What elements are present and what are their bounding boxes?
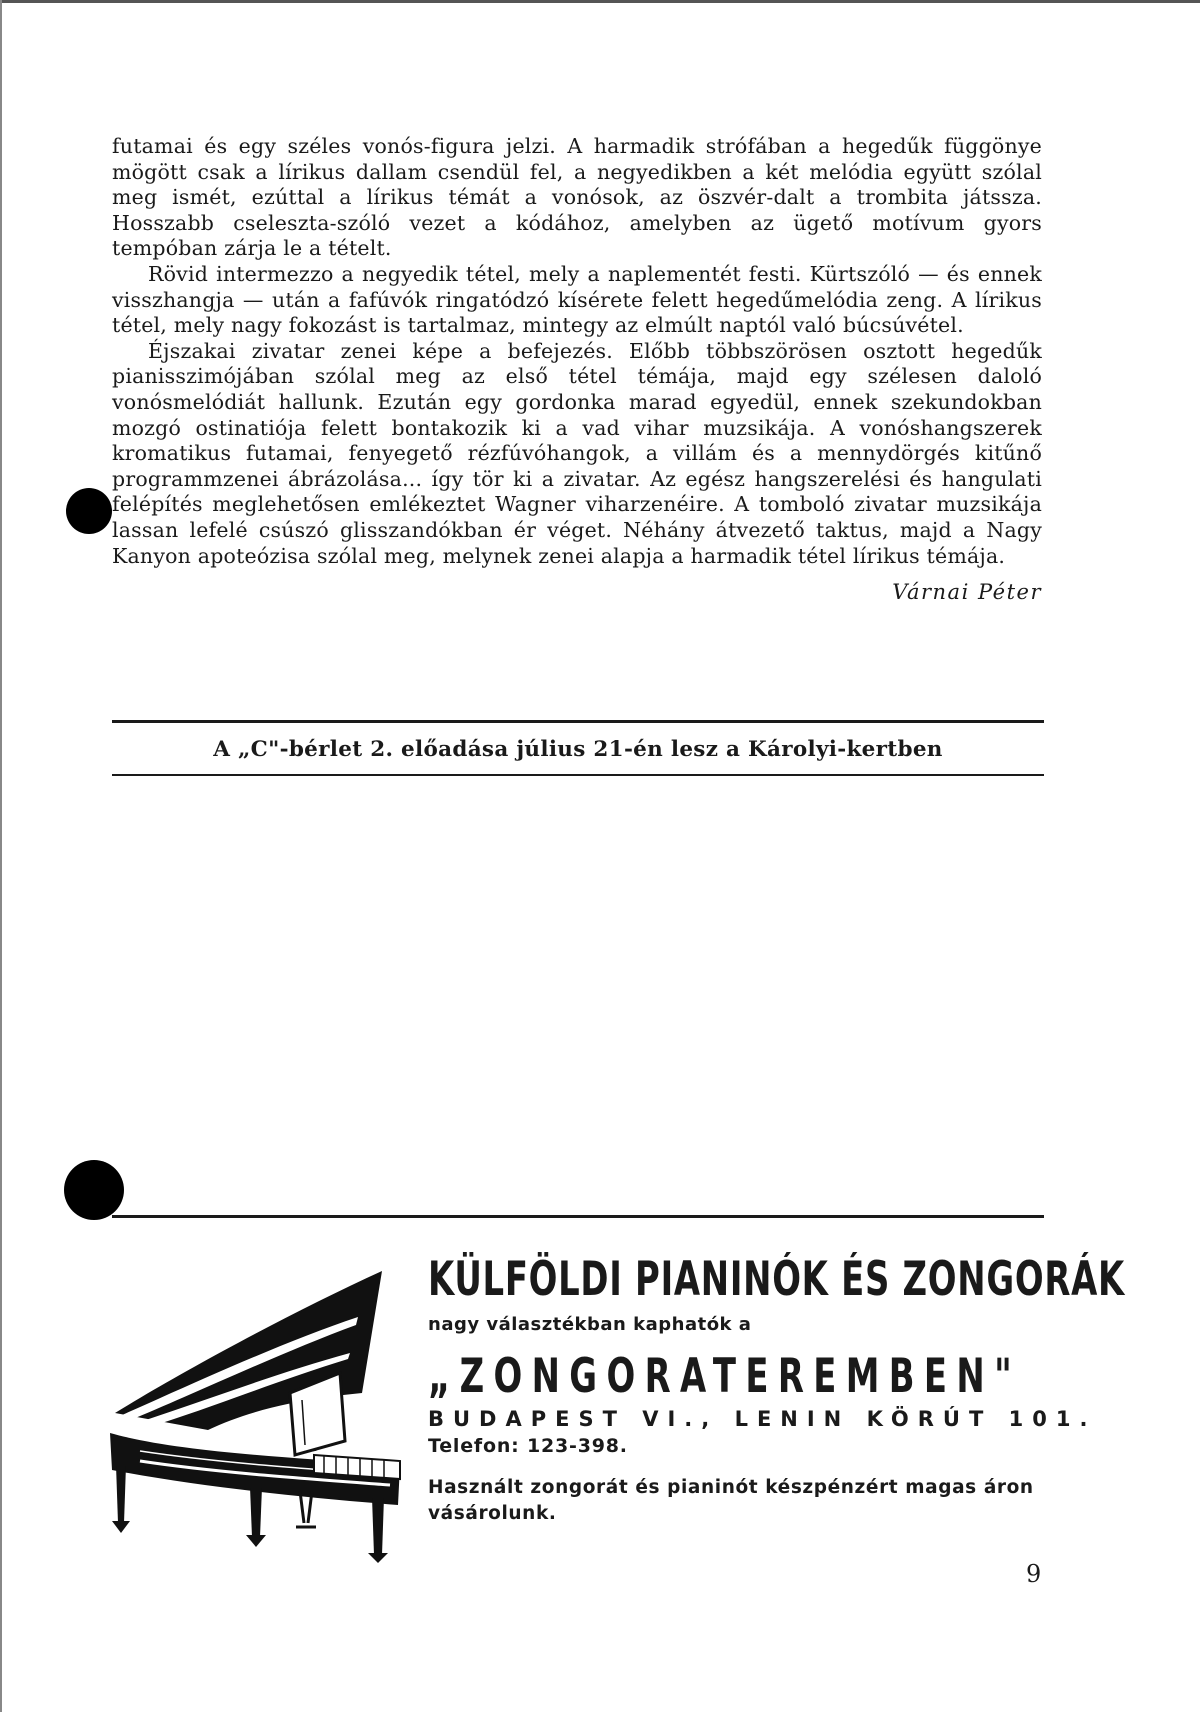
- page-left-border: [0, 0, 2, 1712]
- concert-notice: A „C"-bérlet 2. előadása július 21-én lesz a Károlyi-kertben: [213, 737, 943, 762]
- ad-phone: Telefon: 123-398.: [428, 1435, 628, 1457]
- ad-address: BUDAPEST VI., LENIN KÖRÚT 101.: [428, 1407, 1097, 1431]
- grand-piano-illustration: [100, 1265, 435, 1565]
- page-number: 9: [1026, 1560, 1042, 1588]
- article-paragraph-1: futamai és egy széles vonós-figura jelzi. A harmadik strófában a hegedűk függönye mögött csak a lírikus dallam csendül fel, a negyedikben a két melódia együtt szólal meg ismét, ezúttal a lírikus témát a vonósok, az öszvér-dalt a trombita játssza. Hosszabb cseleszta-szóló vezet a kódához, amelyben az ügető motívum gyors tempóban zárja le a tételt.: [112, 134, 1042, 261]
- article-paragraph-2: Rövid intermezzo a negyedik tétel, mely a naplementét festi. Kürtszóló — és ennek visszhangja — után a fafúvók ringatódzó kísérete felett hegedűmelódia zeng. A lírikus tétel, mely nagy fokozást is tartalmaz, mintegy az elmúlt naptól való búcsúvétel.: [112, 261, 1042, 338]
- ad-store-name: „ZONGORATEREMBEN": [428, 1349, 1022, 1404]
- ad-headline: KÜLFÖLDI PIANINÓK ÉS ZONGORÁK: [428, 1252, 1125, 1307]
- punch-hole-upper: [66, 488, 112, 534]
- punch-hole-lower: [64, 1160, 124, 1220]
- article-paragraph-3: Éjszakai zivatar zenei képe a befejezés. Előbb többszörösen osztott hegedűk pianisszimójában szólal meg az első tétel témája, majd egy szélesen daloló vonósmelódiát hallunk. Ezután egy gordonka marad egyedül, ennek szekundokban mozgó ostinatiója felett bontakozik ki a vad vihar muzsikája. A vonóshangszerek kromatikus futamai, fenyegető rézfúvóhangok, a villám és a mennydörgés kitűnő programmzenei ábrázolása... így tör ki a zivatar. Az egész hangszerelési és hangulati felépítés meglehetősen emlékeztet Wagner viharzenéire. A tomboló zivatar muzsikája lassan lefelé csúszó glisszandókban ér véget. Néhány átvezető taktus, majd a Nagy Kanyon apoteózisa szólal meg, melynek zenei alapja a harmadik tétel lírikus témája.: [112, 338, 1042, 568]
- article-author: Várnai Péter: [892, 580, 1042, 605]
- notice-rule-top: [112, 720, 1044, 723]
- notice-rule-bottom: [112, 774, 1044, 776]
- page-top-border: [0, 0, 1200, 3]
- ad-buying-notice: Használt zongorát és pianinót készpénzért magas áron vásárolunk.: [428, 1477, 1034, 1524]
- ad-subline: nagy választékban kaphatók a: [428, 1314, 752, 1335]
- advertisement-rule: [112, 1215, 1044, 1218]
- advertisement: [428, 1252, 1125, 1527]
- article-body: [112, 134, 1042, 604]
